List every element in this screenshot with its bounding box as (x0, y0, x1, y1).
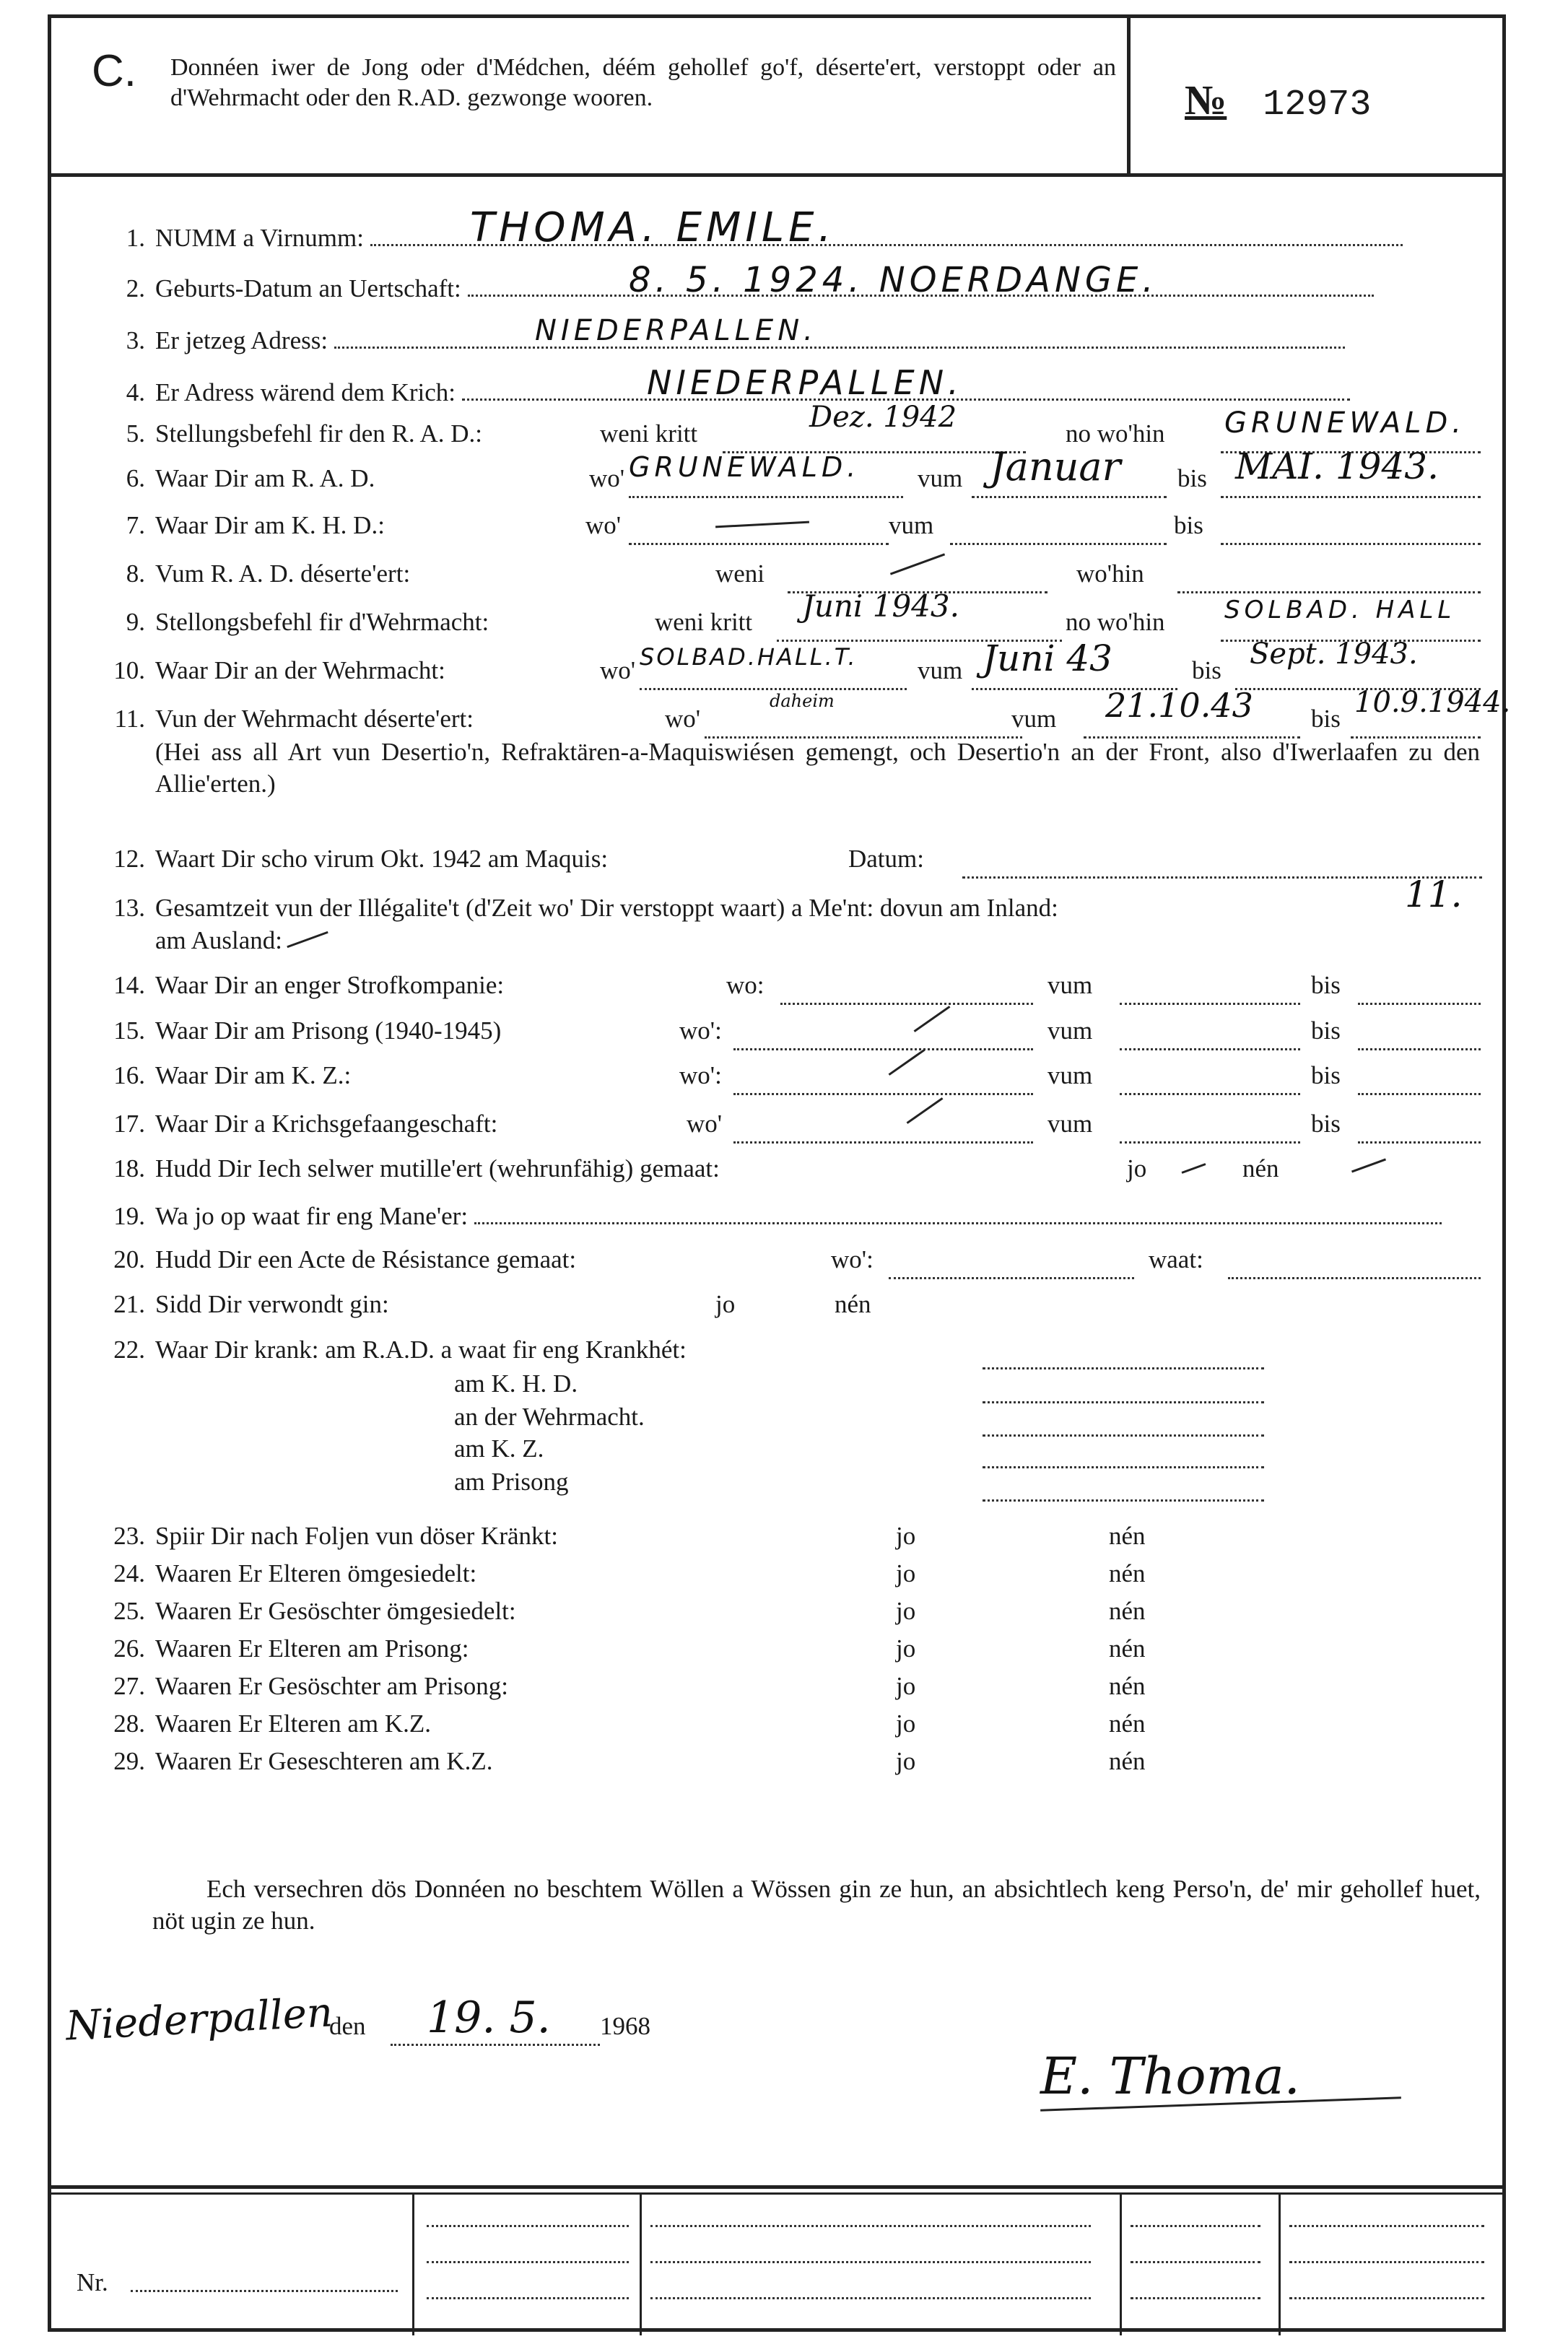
value-address: NIEDERPALLEN. (535, 314, 817, 347)
section-letter: C. (92, 46, 136, 96)
row-19: 19. Wa jo op waat fir eng Mane'er: (95, 1201, 1442, 1237)
value-name: THOMA. EMILE. (470, 204, 836, 251)
footer-table (51, 2192, 1502, 2335)
row-9: 9. Stellongsbefehl fir d'Wehrmacht: (126, 608, 489, 636)
form-page: C. Donnéen iwer de Jong oder d'Médchen, déém gehollef go'f, déserte'ert, verstoppt oder an d'Wehrmacht oder den R.AD. gezwonge wooren. № 12973 1. NUMM a Virnumm: THOMA. EMILE. 2. Geburts-Datum an Uertschaft: 8. 5. 1924. NOERDANGE. 3. Er jetzeg Adress: NIEDERPALLEN. 4. Er Adress wärend dem Krich: NIEDERPALLEN. 5. Stellungsbefehl fir den R. A. D.: weni kritt Dez. 1942 no wo'hin GRUNEWALD. 6. Waar Dir am R. A. D. wo' GRUNEWALD. vum Januar bis MAI. 1943. 7. Waar Dir am K. H. D.: wo' vum bis 8. Vum R. A. D. déserte'ert: weni wo'hin 9. Stellongsbefehl fir d'Wehrmacht: weni kritt Juni 1943. no wo'hin SOLBAD. HALL 10. Waar Dir an der Wehrmacht: wo' SOLBAD.HALL.T. vum Juni 43 bis Sept. 1943. 11. Vun der Wehrmacht déserte'ert: wo' daheim vum 21.10.43 bis 10.9.1944. (Hei ass all Art vun Desertio'n, Refraktären-a-Maquiswiésen gemengt, och Desertio'n an der Front, also d'Iwerlaafen zu den Allie'erten.) 12. Waart Dir scho virum Okt. 1942 am Maquis: Datum: 13. Gesamtzeit vun der Illégalite't (d'Zeit wo' Dir verstoppt waart) a Me'nt: dovun am Inland: 11. am Ausland: 14. Waar Dir an enger Strofkompanie: wo: vum bis 15. Waar Dir am Prisong (1940-1945) wo': vum bis 16. Waar Dir am K. Z.: wo': vum bis 17. Waar Dir a Krichsgefaangeschaft: wo' vum bis 18. Hudd Dir Iech selwer mutille'ert (wehrunfähig) gemaat: jo nén 19. Wa jo op waat fir eng Mane'er: 20. Hudd Dir een Acte de Résistance gemaat: wo': waat: 21. Sidd Dir verwondt gin: jo nén 22. Waar Dir krank: am R.A.D. a waat fir eng Krankhét: am K. H. D. an der Wehrmacht. am K. Z. am Prisong 23. Spiir Dir nach Foljen vun döser Kränkt: jo nén 24. Waaren Er Elteren ömgesiedelt: jo nén 25. Waaren Er Gesöschter ömgesiedelt: jo nén 26. Waaren Er Elteren am Prisong: jo nén 27. Waaren Er Gesöschter am Prisong: jo nén 28. Waaren Er Elteren am K.Z. jo nén 29. Waaren Er Geseschteren am K.Z. jo nén Ech versechren dös Donnéen no beschtem Wöllen a Wössen gin ze hun, an absichtlech keng Perso'n, de' mir gehollef huet, nöt ugin ze hun. Niederpallen den 19. 5. 1968 E. Thoma. Nr. (48, 14, 1506, 2332)
row-24: 24. Waaren Er Elteren ömgesiedelt: (113, 1559, 477, 1587)
row-10: 10. Waar Dir an der Wehrmacht: (113, 656, 445, 684)
row-25: 25. Waaren Er Gesöschter ömgesiedelt: (113, 1597, 516, 1625)
header-rule (51, 173, 1502, 177)
label-address: Er jetzeg Adress: (155, 326, 328, 354)
row-15: 15. Waar Dir am Prisong (1940-1945) (113, 1016, 502, 1045)
row-16: 16. Waar Dir am K. Z.: (113, 1061, 352, 1089)
declaration: Ech versechren dös Donnéen no beschtem Wöllen a Wössen gin ze hun, an absichtlech keng Perso'n, de' mir gehollef huet, nöt ugin ze hun. (152, 1875, 1481, 1935)
row-1: 1. NUMM a Virnumm: (95, 222, 1403, 258)
date-handwritten: 19. 5. (427, 1992, 551, 2043)
number-symbol: № (1185, 77, 1227, 123)
row-2: 2. Geburts-Datum an Uertschaft: (95, 273, 1374, 309)
row-23: 23. Spiir Dir nach Foljen vun döser Kränkt: (113, 1522, 558, 1550)
field-address[interactable] (334, 325, 1345, 349)
row-13: 13. Gesamtzeit vun der Illégalite't (d'Zeit wo' Dir verstoppt waart) a Me'nt: dovun am Inland: (113, 894, 1058, 922)
note-11: (Hei ass all Art vun Desertio'n, Refraktären-a-Maquiswiésen gemengt, och Desertio'n an der Front, also d'Iwerlaafen zu den Allie'erten.) (155, 738, 1480, 798)
row-11: 11. Vun der Wehrmacht déserte'ert: (114, 705, 474, 733)
row-4: 4. Er Adress wärend dem Krich: (95, 377, 1350, 413)
label-birth: Geburts-Datum an Uertschaft: (155, 274, 461, 302)
form-number (1185, 76, 1372, 126)
nr-field[interactable] (131, 2290, 398, 2292)
row-12: 12. Waart Dir scho virum Okt. 1942 am Maquis: (113, 845, 609, 873)
row-21: 21. Sidd Dir verwondt gin: (113, 1290, 389, 1318)
header-divider (1127, 18, 1131, 173)
den-label: den (329, 2012, 366, 2040)
label-war-address: Er Adress wärend dem Krich: (155, 378, 456, 406)
year-label: 1968 (600, 2012, 650, 2040)
row-8: 8. Vum R. A. D. déserte'ert: (126, 559, 411, 588)
row-14: 14. Waar Dir an enger Strofkompanie: (113, 971, 505, 999)
row-18: 18. Hudd Dir Iech selwer mutille'ert (wehrunfähig) gemaat: (113, 1154, 720, 1182)
value-birth: 8. 5. 1924. NOERDANGE. (629, 260, 1158, 300)
row-3: 3. Er jetzeg Adress: (95, 325, 1345, 361)
row-22: 22. Waar Dir krank: am R.A.D. a waat fir eng Krankhét: (113, 1336, 687, 1364)
row-7: 7. Waar Dir am K. H. D.: (126, 511, 385, 539)
header-description: Donnéen iwer de Jong oder d'Médchen, déém gehollef go'f, déserte'ert, verstoppt oder an d'Wehrmacht oder den R.AD. gezwonge wooren. (170, 54, 1116, 111)
place-handwritten: Niederpallen (64, 1989, 334, 2050)
form-header (51, 18, 1502, 173)
number-value: 12973 (1263, 84, 1372, 126)
footer-rule-top (51, 2185, 1502, 2189)
value-war-address: NIEDERPALLEN. (647, 363, 963, 402)
label-name: NUMM a Virnumm: (155, 224, 364, 252)
row-29: 29. Waaren Er Geseschteren am K.Z. (113, 1747, 493, 1775)
nr-label: Nr. (77, 2268, 108, 2296)
row-28: 28. Waaren Er Elteren am K.Z. (113, 1709, 431, 1738)
row-20: 20. Hudd Dir een Acte de Résistance gemaat: (113, 1245, 577, 1273)
row-27: 27. Waaren Er Gesöschter am Prisong: (113, 1672, 508, 1700)
row-5: 5. Stellungsbefehl fir den R. A. D.: (126, 419, 483, 448)
row-17: 17. Waar Dir a Krichsgefaangeschaft: (113, 1110, 498, 1138)
signature: E. Thoma. (1040, 2047, 1300, 2106)
row-6: 6. Waar Dir am R. A. D. (126, 464, 375, 492)
row-26: 26. Waaren Er Elteren am Prisong: (113, 1634, 469, 1663)
